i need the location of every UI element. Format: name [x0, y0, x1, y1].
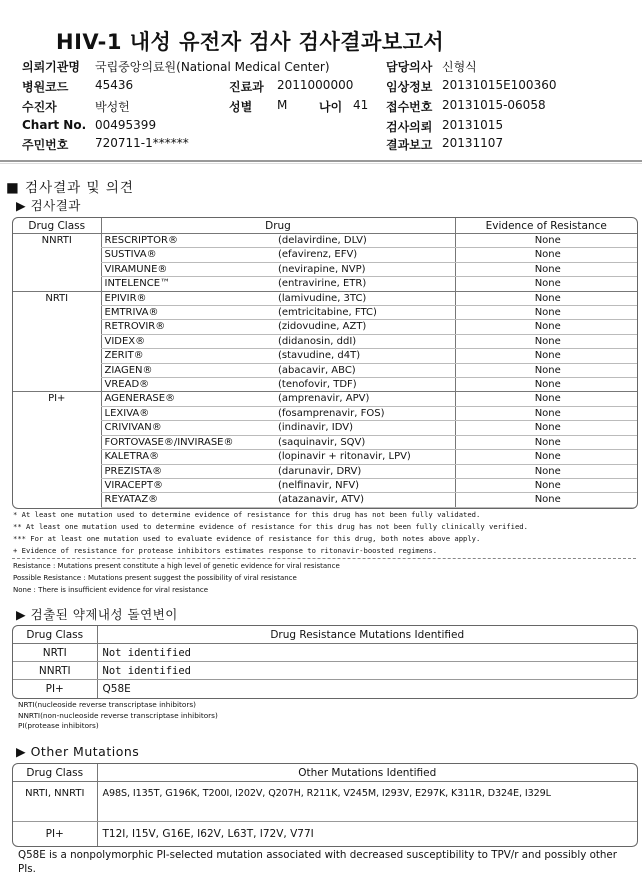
drug-brand: REYATAZ® [101, 493, 275, 507]
doctor-value: 신형식 [442, 60, 477, 74]
drug-generic: (stavudine, d4T) [275, 349, 455, 363]
patient-value: 박성헌 [95, 100, 130, 114]
evidence-value: None [455, 478, 637, 492]
drug-class-cell: NRTI [13, 291, 101, 392]
other-class: NRTI, NNRTI [13, 782, 97, 822]
evidence-value: None [455, 320, 637, 334]
drug-brand: VIDEX® [101, 334, 275, 348]
drug-brand: VREAD® [101, 378, 275, 392]
drug-row [13, 349, 637, 363]
drug-row [13, 392, 637, 406]
chart-no-label: Chart No. [22, 118, 87, 132]
institution-label: 의뢰기관명 [22, 60, 80, 74]
clinical-label: 임상정보 [386, 80, 433, 94]
drug-generic: (darunavir, DRV) [275, 464, 455, 478]
resident-label: 주민번호 [22, 138, 69, 152]
dept-value: 2011000000 [277, 78, 354, 92]
mutation-table [13, 626, 637, 698]
drug-row [13, 421, 637, 435]
mutation-value: Not identified [97, 644, 637, 662]
legend-line: None : There is insufficient evidence for viral resistance [13, 586, 209, 594]
drug-brand: PREZISTA® [101, 464, 275, 478]
report-title: HIV-1 내성 유전자 검사 검사결과보고서 [56, 30, 445, 54]
drug-row [13, 406, 637, 420]
note-line: *** For at least one mutation used to evaluate evidence of resistance for this drug, both notes above apply. [13, 534, 481, 543]
legend-line: Possible Resistance : Mutations present suggest the possibility of viral resistance [13, 574, 297, 582]
chart-no-value: 00495399 [95, 118, 157, 132]
evidence-value: None [455, 277, 637, 291]
col-drug-class: Drug Class [13, 626, 97, 644]
section-other-mutations: ▶ Other Mutations [16, 744, 140, 759]
note-line: + Evidence of resistance for protease inhibitors estimates response to ritonavir-boosted regimens. [13, 546, 438, 555]
drug-generic: (abacavir, ABC) [275, 363, 455, 377]
drug-generic: (saquinavir, SQV) [275, 435, 455, 449]
col-evidence: Evidence of Resistance [455, 218, 637, 234]
drug-row [13, 363, 637, 377]
mutation-value: Q58E [97, 680, 637, 698]
drug-brand: VIRAMUNE® [101, 262, 275, 276]
drug-row [13, 306, 637, 320]
request-value: 20131015 [442, 118, 504, 132]
drug-row [13, 464, 637, 478]
drug-generic: (tenofovir, TDF) [275, 378, 455, 392]
drug-row [13, 248, 637, 262]
evidence-value: None [455, 363, 637, 377]
class-abbreviations [18, 700, 218, 732]
doctor-label: 담당의사 [386, 60, 433, 74]
drug-brand: KALETRA® [101, 450, 275, 464]
col-drug-class: Drug Class [13, 218, 101, 234]
drug-row [13, 478, 637, 492]
abbr-line: NNRTI(non-nucleoside reverse transcriptase inhibitors) [18, 710, 218, 720]
age-label: 나이 [319, 100, 343, 114]
receipt-value: 20131015-06058 [442, 98, 546, 112]
patient-label: 수진자 [22, 100, 57, 114]
drug-brand: FORTOVASE®/INVIRASE® [101, 435, 275, 449]
dept-label: 진료과 [229, 80, 264, 94]
other-value: T12I, I15V, G16E, I62V, L63T, I72V, V77I [97, 822, 637, 846]
evidence-value: None [455, 493, 637, 507]
drug-brand: RESCRIPTOR® [101, 234, 275, 248]
notes-divider [12, 558, 636, 559]
report-date-value: 20131107 [442, 136, 504, 150]
mutation-class: NRTI [13, 644, 97, 662]
mutation-value: Not identified [97, 662, 637, 680]
hospital-code-label: 병원코드 [22, 80, 69, 94]
evidence-value: None [455, 334, 637, 348]
hospital-code-value: 45436 [95, 78, 134, 92]
drug-brand: LEXIVA® [101, 406, 275, 420]
section-mutations: ▶ 검출된 약제내성 돌연변이 [16, 607, 178, 622]
evidence-value: None [455, 392, 637, 406]
other-class: PI+ [45, 827, 64, 840]
drug-brand: INTELENCE™ [101, 277, 275, 291]
drug-generic: (emtricitabine, FTC) [275, 306, 455, 320]
receipt-label: 접수번호 [386, 100, 433, 114]
drug-row [13, 493, 637, 507]
drug-class-cell: PI+ [48, 393, 66, 405]
sex-value: M [277, 98, 288, 112]
evidence-value: None [455, 421, 637, 435]
evidence-value: None [455, 406, 637, 420]
col-drug: Drug [101, 218, 455, 234]
evidence-value: None [455, 349, 637, 363]
drug-brand: RETROVIR® [101, 320, 275, 334]
section-results-opinion: ■ 검사결과 및 의견 [6, 180, 134, 196]
resident-value: 720711-1****** [95, 136, 189, 150]
drug-row [13, 450, 637, 464]
mutation-class: NNRTI [13, 662, 97, 680]
drug-brand: CRIVIVAN® [101, 421, 275, 435]
drug-generic: (entravirine, ETR) [275, 277, 455, 291]
drug-brand: ZIAGEN® [101, 363, 275, 377]
drug-generic: (nelfinavir, NFV) [275, 478, 455, 492]
resistance-legend [13, 560, 340, 596]
evidence-value: None [455, 291, 637, 305]
request-label: 검사의뢰 [386, 120, 433, 134]
report-date-label: 결과보고 [386, 138, 433, 152]
header-divider-shadow [0, 163, 642, 164]
institution-value: 국립중앙의료원(National Medical Center) [95, 60, 330, 74]
mutation-class: PI+ [45, 682, 64, 695]
drug-row [13, 378, 637, 392]
resistance-notes [13, 509, 528, 557]
results-table [13, 218, 637, 509]
other-value: A98S, I135T, G196K, T200I, I202V, Q207H, R211K, V245M, I293V, E297K, K311R, D324E, I329L [97, 782, 637, 822]
drug-generic: (atazanavir, ATV) [275, 493, 455, 507]
evidence-value: None [455, 435, 637, 449]
abbr-line: PI(protease inhibitors) [18, 721, 99, 730]
evidence-value: None [455, 234, 637, 248]
evidence-value: None [455, 378, 637, 392]
drug-generic: (fosamprenavir, FOS) [275, 406, 455, 420]
drug-generic: (zidovudine, AZT) [275, 320, 455, 334]
drug-generic: (indinavir, IDV) [275, 421, 455, 435]
evidence-value: None [455, 450, 637, 464]
note-line: ** At least one mutation used to determine evidence of resistance for this drug has not been fully clinically verified. [13, 522, 528, 531]
drug-row [13, 234, 637, 248]
results-table-box [12, 217, 638, 509]
col-drug-class: Drug Class [13, 764, 97, 782]
other-mutations-table [13, 764, 637, 846]
drug-class-cell: NNRTI [13, 234, 101, 292]
legend-line: Resistance : Mutations present constitute a high level of genetic evidence for viral resistance [13, 562, 340, 570]
drug-row [13, 277, 637, 291]
drug-row [13, 334, 637, 348]
drug-generic: (didanosin, ddI) [275, 334, 455, 348]
interpretation-comment: Q58E is a nonpolymorphic PI-selected mutation associated with decreased susceptibility to TPV/r and possibly other PIs. [18, 849, 617, 875]
header-divider [0, 160, 642, 162]
abbr-line: NRTI(nucleoside reverse transcriptase inhibitors) [18, 700, 197, 709]
drug-brand: VIRACEPT® [101, 478, 275, 492]
drug-generic: (amprenavir, APV) [275, 392, 455, 406]
evidence-value: None [455, 464, 637, 478]
drug-row [13, 262, 637, 276]
patient-header [0, 53, 642, 163]
evidence-value: None [455, 262, 637, 276]
drug-row [13, 320, 637, 334]
drug-generic: (lopinavir + ritonavir, LPV) [275, 450, 455, 464]
drug-brand: ZERIT® [101, 349, 275, 363]
drug-generic: (efavirenz, EFV) [275, 248, 455, 262]
sex-label: 성별 [229, 100, 253, 114]
mutation-table-box [12, 625, 638, 699]
drug-brand: SUSTIVA® [101, 248, 275, 262]
evidence-value: None [455, 248, 637, 262]
drug-generic: (nevirapine, NVP) [275, 262, 455, 276]
evidence-value: None [455, 306, 637, 320]
drug-generic: (lamivudine, 3TC) [275, 291, 455, 305]
drug-row [13, 291, 637, 305]
age-value: 41 [353, 98, 369, 112]
other-table-box [12, 763, 638, 847]
note-line: * At least one mutation used to determine evidence of resistance for this drug has not been fully validated. [13, 510, 481, 519]
drug-brand: AGENERASE® [101, 392, 275, 406]
section-results: ▶ 검사결과 [16, 198, 81, 213]
col-other-mutations: Other Mutations Identified [97, 764, 637, 782]
col-mutations: Drug Resistance Mutations Identified [97, 626, 637, 644]
drug-brand: EPIVIR® [101, 291, 275, 305]
drug-generic: (delavirdine, DLV) [275, 234, 455, 248]
drug-brand: EMTRIVA® [101, 306, 275, 320]
drug-row [13, 435, 637, 449]
clinical-value: 20131015E100360 [442, 78, 557, 92]
